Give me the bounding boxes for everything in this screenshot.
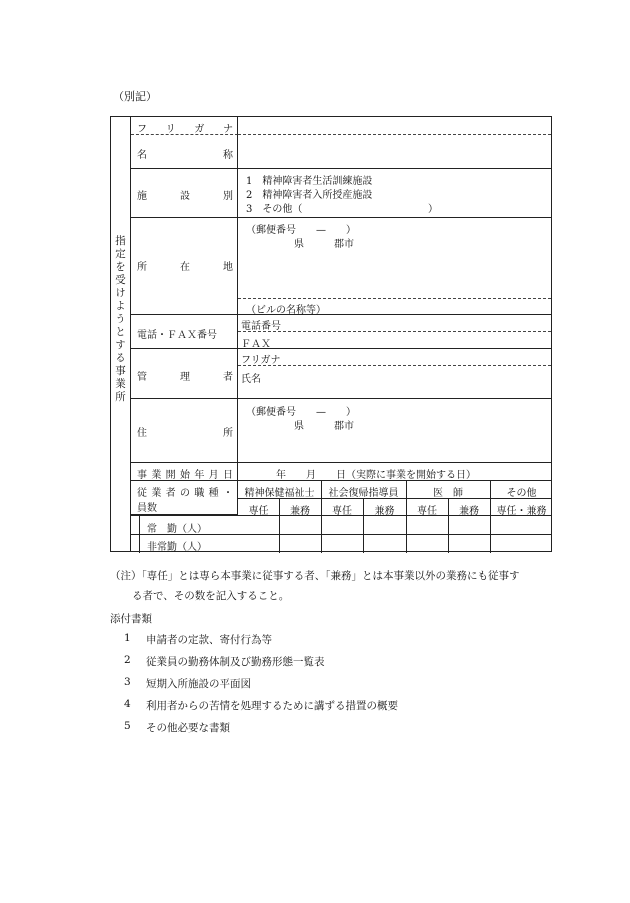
attachment-num: 3 — [124, 676, 131, 688]
attachment-item: 従業員の勤務体制及び勤務形態一覧表 — [146, 656, 325, 668]
staff-group-rehab: 社会復帰指導員 — [328, 488, 399, 499]
manager-label: 管 理 者 — [137, 372, 233, 383]
phone-fax-label: 電話・ＦＡＸ番号 — [137, 330, 217, 341]
location-building: （ビルの名称等） — [246, 305, 326, 316]
furigana-field[interactable] — [238, 117, 551, 135]
furigana-label-cell — [131, 117, 238, 135]
address-label-cell — [131, 399, 238, 463]
location-label-cell — [131, 218, 238, 315]
name-label: 名 称 — [137, 150, 233, 161]
staff-row-fulltime: 常 勤（人） — [147, 524, 207, 535]
fax-field[interactable] — [238, 332, 551, 349]
staff-sub-concurrent: 兼務 — [374, 506, 395, 517]
furigana-label: フ リ ガ ナ — [137, 124, 233, 135]
staff-sub-fulltime-concurrent: 専任・兼務 — [496, 506, 547, 517]
manager-name-label: 氏名 — [241, 374, 261, 385]
facility-type-label: 施 設 別 — [137, 191, 233, 202]
location-building-field[interactable] — [238, 299, 551, 315]
phone-field[interactable] — [238, 315, 551, 332]
heading: （別記） — [113, 90, 157, 103]
staff-grid-line — [139, 515, 140, 553]
facility-type-options[interactable] — [238, 169, 551, 218]
address-pref-city: 県 郡市 — [294, 421, 354, 432]
name-label-cell — [131, 135, 238, 169]
facility-type-label-cell — [131, 169, 238, 218]
name-field[interactable] — [238, 135, 551, 169]
manager-label-cell — [131, 349, 238, 399]
facility-option-3: 3 その他（ — [246, 204, 303, 215]
address-label: 住 所 — [137, 428, 233, 439]
note-line2: る者で、その数を記入すること。 — [132, 590, 290, 602]
start-date-label: 事 業 開 始 年 月 日 — [137, 470, 233, 481]
attachment-num: 1 — [124, 632, 131, 644]
staff-sub-fulltime: 専任 — [332, 506, 352, 517]
address-postal: （郵便番号 — ） — [246, 407, 356, 418]
attachment-item: 短期入所施設の平面図 — [146, 678, 251, 690]
location-postal: （郵便番号 — ） — [246, 225, 356, 236]
manager-furigana-label: フリガナ — [241, 355, 281, 366]
staff-group-doctor: 医 師 — [433, 488, 463, 499]
attachment-num: 5 — [124, 720, 131, 732]
facility-option-2: 2 精神障害者入所授産施設 — [246, 190, 373, 201]
location-pref-city: 県 郡市 — [294, 239, 354, 250]
staff-label-line1: 従 業 者 の 職 種 ・ — [137, 488, 233, 499]
attachment-num: 4 — [124, 698, 131, 710]
staff-group-psw: 精神保健福祉士 — [244, 488, 315, 499]
start-date-label-cell — [131, 463, 238, 481]
facility-option-3-close: ） — [428, 204, 438, 215]
location-field[interactable] — [238, 218, 551, 299]
staff-group-other: その他 — [506, 488, 537, 499]
side-title: 指定を受けようとする事業所 — [114, 235, 126, 404]
start-date-value: 年 月 日（実際に事業を開始する日） — [276, 470, 476, 481]
phone-fax-label-cell — [131, 315, 238, 349]
address-field[interactable] — [238, 399, 551, 463]
staff-sub-fulltime: 専任 — [417, 506, 437, 517]
attachments-title: 添付書類 — [110, 613, 152, 625]
attachment-num: 2 — [124, 654, 131, 666]
phone-label: 電話番号 — [241, 321, 281, 332]
manager-furigana-field[interactable] — [238, 349, 551, 366]
attachment-item: 申請者の定款、寄付行為等 — [146, 634, 272, 646]
note-line1: （注）「専任」とは専ら本事業に従事する者、「兼務」とは本事業以外の業務にも従事す — [110, 570, 520, 582]
staff-label-cell — [131, 481, 238, 515]
location-label: 所 在 地 — [137, 262, 233, 273]
application-form-table — [110, 116, 552, 552]
staff-sub-concurrent: 兼務 — [459, 506, 479, 517]
start-date-field[interactable] — [238, 463, 551, 481]
staff-row-parttime: 非常勤（人） — [147, 542, 207, 553]
fax-label: ＦＡＸ — [241, 339, 271, 350]
side-title-cell — [111, 117, 131, 551]
attachment-item: その他必要な書類 — [146, 722, 230, 734]
staff-sub-fulltime: 専任 — [248, 506, 269, 517]
facility-option-1: 1 精神障害者生活訓練施設 — [246, 176, 373, 187]
staff-sub-concurrent: 兼務 — [290, 506, 310, 517]
manager-name-field[interactable] — [238, 366, 551, 399]
attachment-item: 利用者からの苦情を処理するために講ずる措置の概要 — [146, 700, 398, 712]
staff-label-line2: 員数 — [137, 503, 157, 514]
